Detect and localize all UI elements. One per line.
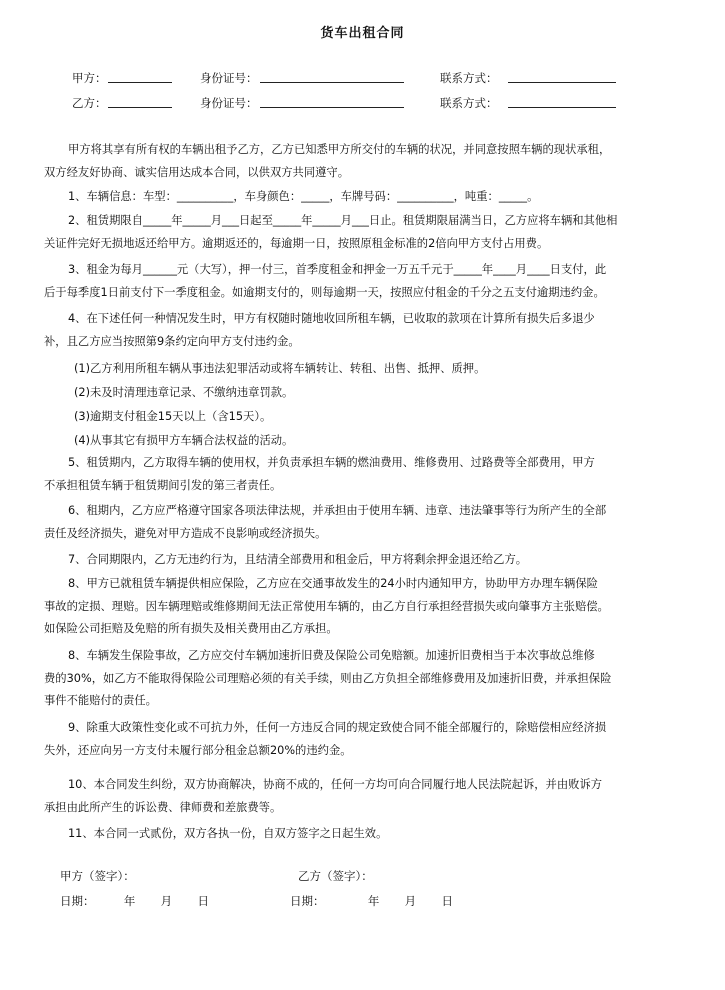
party-b-date-month: 月 <box>404 894 417 908</box>
party-a-date-year: 年 <box>123 894 136 908</box>
party-a-date-label: 日期： <box>60 894 95 908</box>
party-b-label: 乙方： <box>72 96 107 110</box>
party-b-id-label: 身份证号： <box>200 96 258 110</box>
clause-9 <box>44 717 684 762</box>
clause-1-text: 1、车辆信息：车型：__________，车身颜色：_____，车牌号码：__________，吨重：_____。 <box>68 190 539 203</box>
party-a-row <box>72 70 632 88</box>
clause-4 <box>44 308 684 353</box>
clause-8b-line-2: 费的30%，如乙方不能取得保险公司理赔必须的有关手续，则由乙方负担全部维修费用及加速折旧费，并承担保险 <box>44 671 612 685</box>
clause-8a <box>44 573 684 641</box>
clause-7-text: 7、合同期限内，乙方无违约行为，且结清全部费用和租金后，甲方将剩余押金退还给乙方。 <box>68 553 528 566</box>
clause-11 <box>44 823 684 846</box>
clause-4-line-2: 补，且乙方应当按照第9条约定向甲方支付违约金。 <box>44 334 300 348</box>
party-a-date-row <box>60 893 209 909</box>
clause-3 <box>44 259 684 304</box>
party-a-label: 甲方： <box>72 71 107 85</box>
party-b-signature-label: 乙方（签字）： <box>298 869 373 883</box>
clause-8a-line-2: 事故的定损、理赔。因车辆理赔或维修期间无法正常使用车辆的，由乙方自行承担经营损失或向肇事方主张赔偿。 <box>44 599 609 613</box>
clause-2 <box>44 210 684 255</box>
clause-3-line-2: 后于每季度1日前支付下一季度租金。如逾期支付的，则每逾期一天，按照应付租金的千分之五支付逾期违约金。 <box>44 285 605 299</box>
party-b-contact-label: 联系方式： <box>440 96 498 110</box>
clause-4-item-2: (2)未及时清理违章记录、不缴纳违章罚款。 <box>74 386 294 399</box>
clause-8b-line-3: 事件不能赔付的责任。 <box>44 694 157 707</box>
party-a-contact-label: 联系方式： <box>440 71 498 85</box>
party-a-date-month: 月 <box>160 894 173 908</box>
clause-5 <box>44 452 684 497</box>
clause-6-line-2: 责任及经济损失，避免对甲方造成不良影响或经济损失。 <box>44 526 327 540</box>
clause-4-line-1: 4、在下述任何一种情况发生时，甲方有权随时随地收回所租车辆，已收取的款项在计算所有损失后多退少 <box>68 312 595 325</box>
party-a-signature-label: 甲方（签字）： <box>60 869 135 883</box>
clause-10-line-1: 10、本合同发生纠纷，双方协商解决，协商不成的，任何一方均可向合同履行地人民法院起诉，并由败诉方 <box>68 778 603 791</box>
party-b-date-label: 日期： <box>290 894 325 908</box>
clause-4-item-3: (3)逾期支付租金15天以上（含15天）。 <box>74 410 272 423</box>
clause-2-line-1: 2、租赁期限自_____年_____月___日起至_____年_____月___日止。租赁期限届满当日，乙方应将车辆和其他相 <box>68 214 618 227</box>
clause-4-item-4: (4)从事其它有损甲方车辆合法权益的活动。 <box>74 434 294 447</box>
clause-8a-line-3: 如保险公司拒赔及免赔的所有损失及相关费用由乙方承担。 <box>44 622 338 635</box>
clause-5-line-2: 不承担租赁车辆于租赁期间引发的第三者责任。 <box>44 478 282 492</box>
clause-2-line-2: 关证件完好无损地返还给甲方。逾期返还的，每逾期一日，按照原租金标准的2倍向甲方支付占用费。 <box>44 236 549 250</box>
clause-1 <box>44 186 684 209</box>
clause-8b <box>44 645 684 713</box>
party-a-date-day: 日 <box>197 894 209 908</box>
clause-7 <box>44 549 684 572</box>
document-title: 货车出租合同 <box>320 26 405 41</box>
clause-4-item-1: (1)乙方利用所租车辆从事违法犯罪活动或将车辆转让、转租、出售、抵押、质押。 <box>74 362 486 375</box>
intro-line-2: 双方经友好协商、诚实信用达成本合同，以供双方共同遵守。 <box>44 165 350 179</box>
clause-11-text: 11、本合同一式贰份，双方各执一份，自双方签字之日起生效。 <box>68 827 388 840</box>
clause-8b-line-1: 8、车辆发生保险事故，乙方应交付车辆加速折旧费及保险公司免赔额。加速折旧费相当于本次事故总维修 <box>68 649 595 662</box>
party-b-date-day: 日 <box>441 894 453 908</box>
intro-line-1: 甲方将其享有所有权的车辆出租予乙方，乙方已知悉甲方所交付的车辆的状况，并同意按照车辆的现状承租， <box>68 143 611 156</box>
clause-3-line-1: 3、租金为每月______元（大写），押一付三，首季度租金和押金一万五千元于_____年____月____日支付，此 <box>68 263 607 276</box>
party-a-id-label: 身份证号： <box>200 71 258 85</box>
clause-5-line-1: 5、租赁期内，乙方取得车辆的使用权，并负责承担车辆的燃油费用、维修费用、过路费等全部费用，甲方 <box>68 456 595 469</box>
clause-6 <box>44 500 684 545</box>
clause-6-line-1: 6、租期内，乙方应严格遵守国家各项法律法规，并承担由于使用车辆、违章、违法肇事等行为所产生的全部 <box>68 504 607 517</box>
clause-9-line-1: 9、除重大政策性变化或不可抗力外，任何一方违反合同的规定致使合同不能全部履行的，除赔偿相应经济损 <box>68 721 607 734</box>
clause-8a-line-1: 8、甲方已就租赁车辆提供相应保险，乙方应在交通事故发生的24小时内通知甲方，协助甲方办理车辆保险 <box>68 577 598 590</box>
party-b-date-row <box>290 893 453 909</box>
clause-10 <box>44 774 684 819</box>
clause-9-line-2: 失外，还应向另一方支付未履行部分租金总额20%的违约金。 <box>44 743 352 757</box>
clause-10-line-2: 承担由此所产生的诉讼费、律师费和差旅费等。 <box>44 800 282 814</box>
party-b-row <box>72 95 632 113</box>
party-b-date-year: 年 <box>367 894 380 908</box>
intro-paragraph <box>44 139 684 184</box>
